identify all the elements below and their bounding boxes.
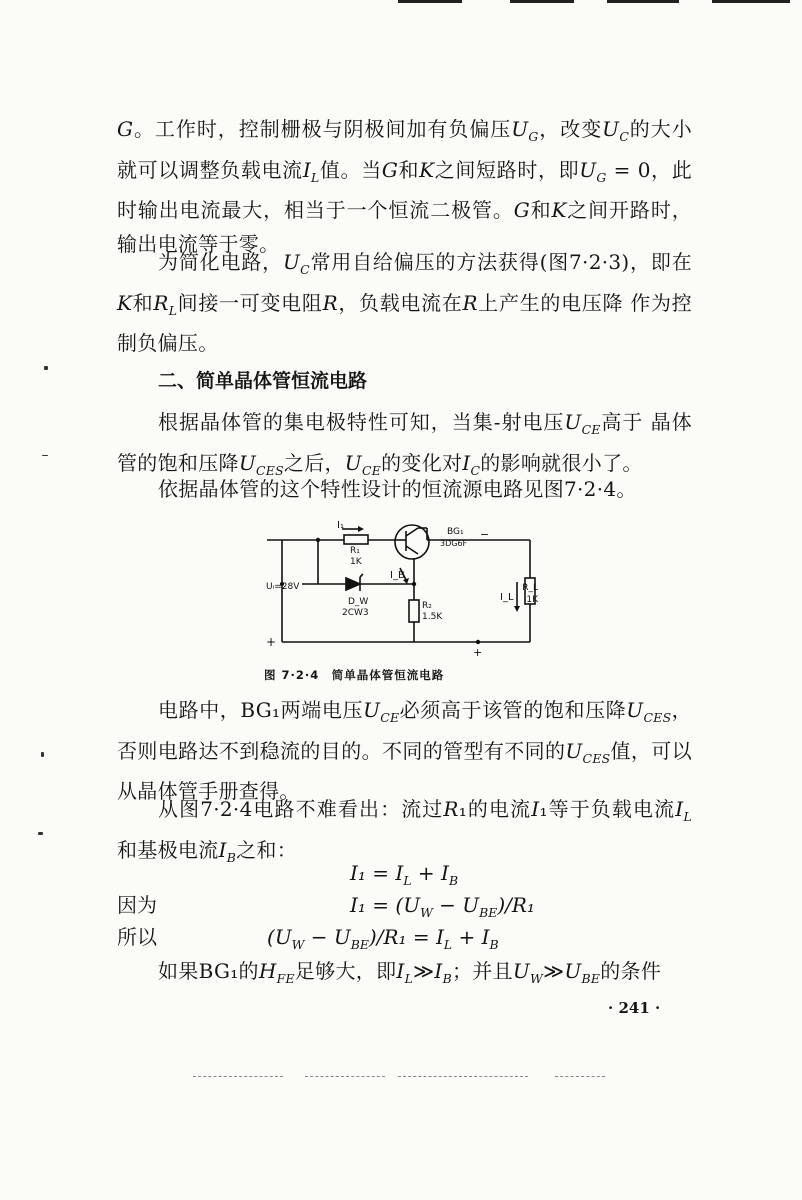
label-bg1-type: 3DG6F bbox=[440, 539, 468, 548]
section-heading: 二、简单晶体管恒流电路 bbox=[158, 370, 368, 392]
circuit-diagram bbox=[262, 518, 542, 658]
r1-resistor bbox=[344, 535, 368, 544]
label-r1: R₁ bbox=[350, 546, 360, 556]
label-r2: R₂ bbox=[422, 601, 432, 611]
zener-diode bbox=[346, 578, 360, 590]
top-rule-4 bbox=[712, 0, 790, 3]
paragraph-6: 从图7·2·4电路不难看出：流过R₁的电流I₁等于负载电流$I_L$和基极电流$I_B$之和： bbox=[117, 797, 692, 865]
label-plus-bottom: + bbox=[473, 646, 483, 658]
equation-line-1 bbox=[117, 858, 697, 888]
top-rule-2 bbox=[510, 0, 574, 3]
label-r1-value: 1K bbox=[350, 557, 362, 567]
equation-2: $I_1 = (U_W - U_{BE})/R_1$ bbox=[350, 893, 535, 920]
label-ib: I_B bbox=[390, 570, 405, 581]
label-therefore: 所以 bbox=[117, 925, 157, 949]
label-plus-left: + bbox=[266, 635, 277, 649]
label-i1: I₁ bbox=[337, 520, 344, 531]
margin-mark-2 bbox=[42, 455, 48, 456]
page-number: · 241 · bbox=[608, 999, 661, 1017]
paragraph-3: 根据晶体管的集电极特性可知，当集-射电压$U_{CE}$高于 晶体管的饱和压降$U_{CES}$之后，$U_{CE}$的变化对$I_C$的影响就很小了。 bbox=[117, 410, 692, 478]
equation-3: $(U_W - U_{BE})/R_1 = I_L + I_B$ bbox=[267, 925, 499, 952]
bottom-dash-2 bbox=[305, 1076, 385, 1078]
label-dw-type: 2CW3 bbox=[342, 608, 369, 618]
label-because: 因为 bbox=[117, 893, 157, 917]
label-r2-value: 1.5K bbox=[422, 612, 443, 622]
r2-resistor bbox=[409, 600, 419, 622]
top-rule-3 bbox=[607, 0, 679, 3]
paragraph-1: G。工作时，控制栅极与阴极间加有负偏压$U_G$，改变$U_C$的大小就可以调整负载电流$I_L$值。当G和K之间短路时，即$U_G = 0$，此时输出电流最大，相当于一个恒流二极管。G和K之间开路时，输出电流等于零。 bbox=[117, 117, 693, 256]
margin-mark-4 bbox=[38, 832, 43, 835]
label-rl: R_L bbox=[522, 583, 538, 593]
equation-line-2 bbox=[117, 890, 697, 920]
margin-mark-3 bbox=[41, 752, 44, 757]
label-dw: D_W bbox=[348, 597, 369, 607]
label-ui: Uᵢ=28V bbox=[266, 582, 300, 592]
label-il: I_L bbox=[500, 592, 514, 603]
label-rl-value: 1K bbox=[526, 595, 538, 605]
paragraph-2: 为简化电路，$U_C$常用自给偏压的方法获得(图7·2·3)，即在K和$R_L$间接一可变电阻R，负载电流在R上产生的电压降 作为控制负偏压。 bbox=[117, 250, 693, 355]
label-minus: − bbox=[480, 528, 490, 541]
bottom-dash-4 bbox=[555, 1076, 605, 1078]
bottom-dash-3 bbox=[398, 1076, 528, 1078]
equation-1: $I_1 = I_L + I_B$ bbox=[350, 861, 459, 888]
bottom-dash-1 bbox=[193, 1076, 283, 1078]
bg1-transistor bbox=[395, 525, 429, 559]
paragraph-5: 电路中，BG₁两端电压$U_{CE}$必须高于该管的饱和压降$U_{CES}$，否则电路达不到稳流的目的。不同的管型有不同的$U_{CES}$值，可以从晶体管手册查得。 bbox=[117, 698, 692, 803]
top-rule-1 bbox=[398, 0, 462, 3]
figure-caption: 图 7·2·4 简单晶体管恒流电路 bbox=[264, 668, 445, 682]
margin-mark-1 bbox=[44, 366, 48, 370]
label-bg1: BG₁ bbox=[447, 527, 464, 537]
equation-line-3 bbox=[117, 922, 697, 952]
paragraph-4: 依据晶体管的这个特性设计的恒流源电路见图7·2·4。 bbox=[158, 477, 637, 501]
paragraph-7: 如果BG₁的$H_{FE}$足够大，即$I_L≫I_B$；并且$U_W≫U_{BE}$的条件 bbox=[158, 959, 662, 986]
